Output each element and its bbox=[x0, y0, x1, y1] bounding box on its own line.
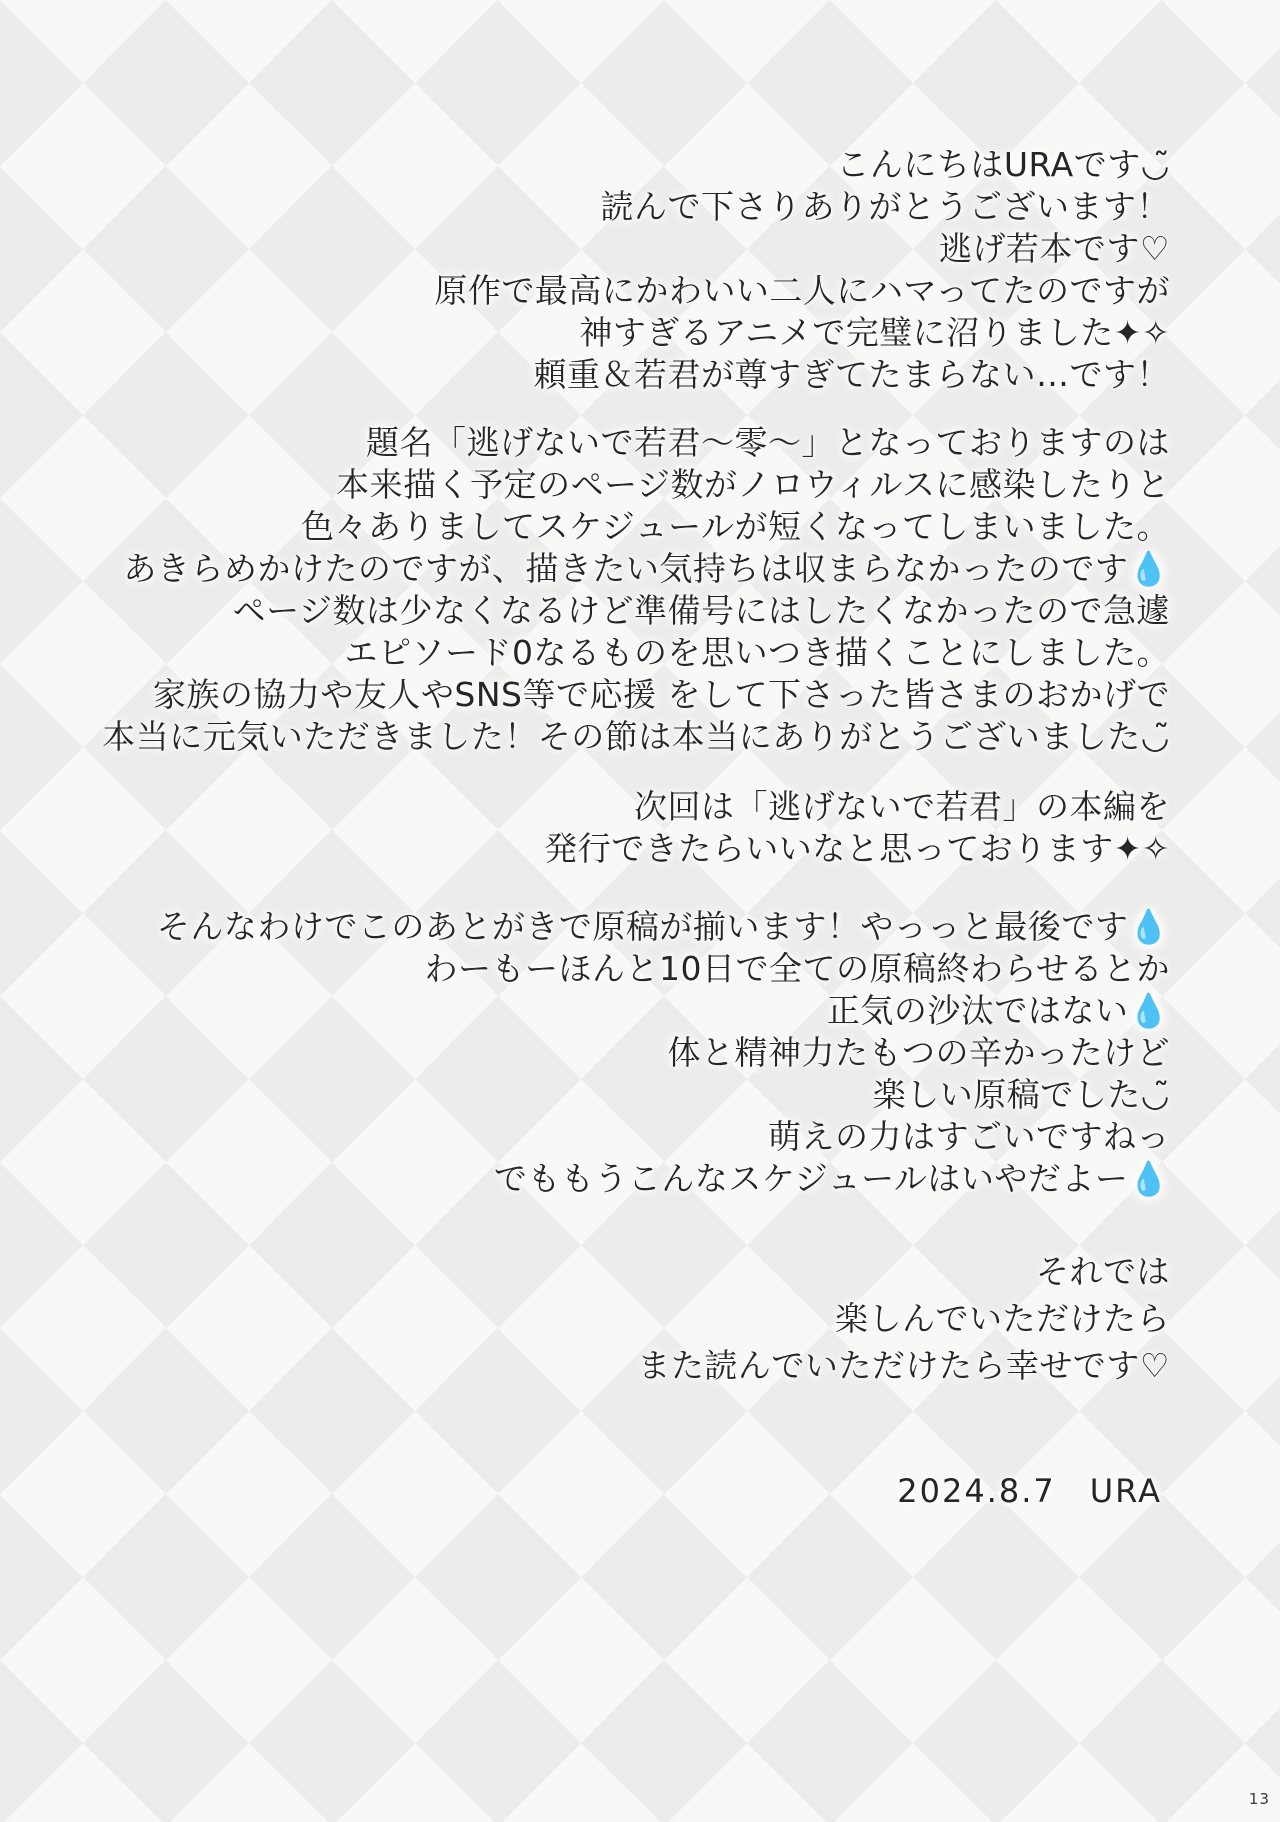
text-line: 家族の協力や友人やSNS等で応援 をして下さった皆さまのおかげで bbox=[152, 675, 1170, 714]
text-line: わーもーほんと10日で全ての原稿終わらせるとか bbox=[424, 949, 1170, 988]
text-line: ページ数は少なくなるけど準備号にはしたくなかったので急遽 bbox=[232, 591, 1170, 630]
text-line: 題名「逃げないで若君〜零〜」となっておりますのは bbox=[366, 423, 1170, 462]
text-line: また読んでいただけたら幸せです♡ bbox=[637, 1346, 1170, 1385]
afterword-paragraph-farewell bbox=[637, 1248, 1170, 1389]
text-line: 体と精神力たもつの辛かったけど bbox=[667, 1033, 1170, 1072]
date-signature: 2024.8.7 URA bbox=[897, 1472, 1162, 1510]
text-line: 次回は「逃げないで若君」の本編を bbox=[634, 787, 1170, 826]
page-number: 13 bbox=[1248, 1790, 1270, 1808]
text-line: あきらめかけたのですが、描きたい気持ちは収まらなかったのです💧 bbox=[123, 549, 1170, 588]
text-line: 本当に元気いただきました！その節は本当にありがとうございました◡̃ bbox=[102, 717, 1170, 756]
text-line: 原作で最高にかわいい二人にハマってたのですが bbox=[434, 271, 1170, 310]
afterword-paragraph-next-issue bbox=[544, 786, 1170, 870]
text-line: 萌えの力はすごいですねっ bbox=[768, 1117, 1170, 1156]
text-line: 発行できたらいいなと思っております✦✧ bbox=[544, 829, 1170, 868]
text-line: それでは bbox=[1036, 1252, 1170, 1291]
text-line: 色々ありましてスケジュールが短くなってしまいました。 bbox=[300, 507, 1170, 546]
text-line: 正気の沙汰ではない💧 bbox=[826, 991, 1170, 1030]
text-line: 楽しんでいただけたら bbox=[835, 1299, 1170, 1338]
text-line: 逃げ若本です♡ bbox=[938, 229, 1170, 268]
text-line: こんにちはURAです◡̃ bbox=[836, 145, 1170, 184]
text-line: 読んで下さりありがとうございます！ bbox=[600, 187, 1170, 226]
afterword-paragraph-deadline bbox=[157, 906, 1170, 1200]
text-line: そんなわけでこのあとがきで原稿が揃います！やっっと最後です💧 bbox=[156, 907, 1170, 946]
text-line: 頼重＆若君が尊すぎてたまらない…です！ bbox=[533, 355, 1170, 394]
text-line: 楽しい原稿でした◡̃ bbox=[872, 1075, 1170, 1114]
afterword-paragraph-greeting bbox=[434, 144, 1170, 396]
afterword-paragraph-title-explanation bbox=[102, 422, 1170, 758]
text-line: エピソード0なるものを思いつき描くことにしました。 bbox=[344, 633, 1170, 672]
text-line: 神すぎるアニメで完璧に沼りました✦✧ bbox=[579, 313, 1170, 352]
text-line: 本来描く予定のページ数がノロウィルスに感染したりと bbox=[336, 465, 1170, 504]
text-line: でももうこんなスケジュールはいやだよー💧 bbox=[493, 1159, 1170, 1198]
